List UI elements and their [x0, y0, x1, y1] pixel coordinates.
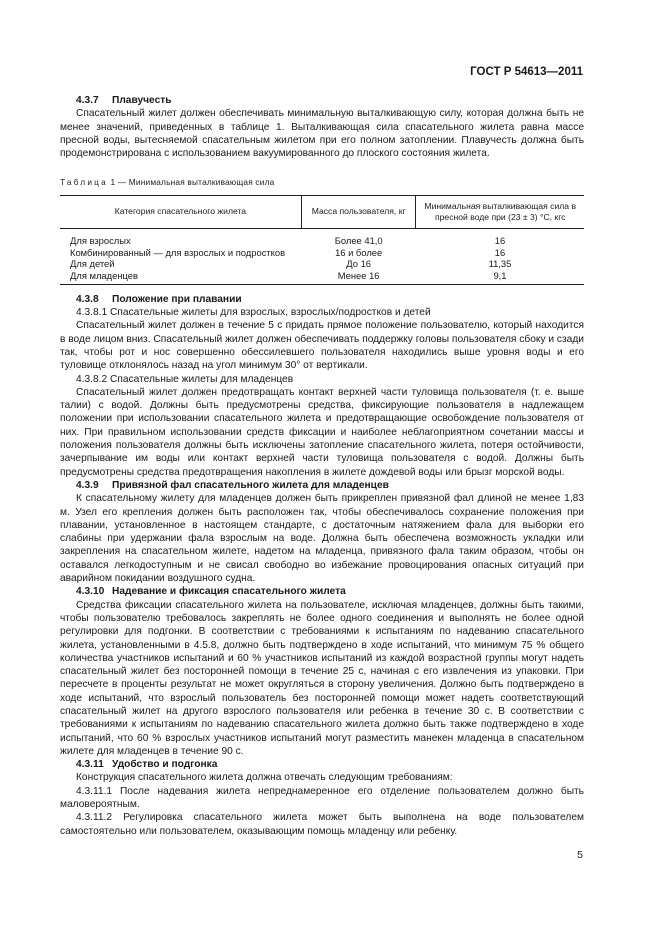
table-cell: 16	[494, 235, 506, 247]
table-caption	[60, 176, 584, 189]
table-row	[60, 246, 584, 258]
section-title: Привязной фал спасательного жилета для младенцев	[112, 479, 389, 491]
subsection-title: 4.3.8.2 Спасательные жилеты для младенцев	[76, 373, 294, 385]
section-title: Положение при плавании	[112, 293, 242, 305]
buoyancy-table	[60, 195, 584, 285]
section-number: 4.3.8	[76, 293, 99, 305]
paragraph: Спасательный жилет должен в течение 5 с придать прямое положение пользователю, который находится в воде лицом вниз. Спасательный жилет должен обеспечивать поддержку головы пользователя сбоку и сзади так, чтобы рот и нос совершенно обессилевшего пользователя находились выше уровня воды и его туловище отклонялось назад на угол минимум 30° от вертикали.	[60, 320, 584, 372]
paragraph: Спасательный жилет должен предотвращать контакт верхней части туловища пользователя (т. е. выше талии) с водой. Должны быть предусмотрены средства, фиксирующие пользователя в надлежащем положении при использовании спасательного жилета и предотвращающие освобождение пользователя от них. При правильном использовании средств фиксации и наиболее неблагоприятном сочетании массы и положения пользователя должны быть исключены затопление спасательного жилета, потеря остойчивости, зачерпывание им воды или контакт верхней части туловища пользователя с водой. Должны быть предусмотрены средства предотвращения накопления в жилете дождевой воды или брызг морской воды.	[60, 386, 584, 478]
table-cell: До 16	[346, 258, 371, 270]
paragraph: Средства фиксации спасательного жилета на пользователе, исключая младенцев, должны быть такими, чтобы пользователю требовалось закреплять не более одного соединения и выполнять не более одной регулировки для подгонки. В соответствии с требованиями к испытаниям по надеванию спасательного жилета, установленными в 4.5.8, должно быть подтверждено в ходе испытаний, что минимум 75 % общего количества участников испытаний и 60 % участников испытаний из каждой возрастной группы могут надеть спасательный жилет без посторонней помощи в течение 25 с, начиная с его извлечения из упаковки. При пересчете в проценты результат не может округляться в сторону увеличения. Должно быть подтверждено в ходе испытаний, что взрослый пользователь без посторонней помощи может надеть соответствующий спасательный жилет на другого взрослого пользователя или ребенка в течение 30 с. В соответствии с требованиями к испытаниям по надеванию спасательного жилета должно быть также подтверждено в ходе испытаний, что 60 % взрослых участников испытаний могут разместить манекен младенца в спасательном жилете для младенцев в течение 90 с.	[60, 599, 584, 757]
paragraph: К спасательному жилету для младенцев должен быть прикреплен привязной фал длиной не менее 1,83 м. Узел его крепления должен быть расположен так, чтобы обеспечивалось сохранение положения при плавании, установленное в настоящем стандарте, с достаточным натяжением фала для выборки его слабины при удержании фала взрослым на воде. Должна быть обеспечена возможность укладки или закрепления на спасательном жилете, надетом на младенца, привязного фала таким образом, чтобы он оставался легкодоступным и не свисал свободно во избежание провоцирования опасных ситуаций при аварийном покидании воздушного судна.	[60, 493, 584, 585]
paragraph: Спасательный жилет должен обеспечивать минимальную выталкивающую силу, которая должна быть не менее значений, приведенных в таблице 1. Выталкивающая сила спасательного жилета равна массе пресной воды, вытесняемой спасательным жилетом при его полном затоплении. Плавучесть должна быть продемонстрирована с использованием вакуумированного до плоского состояния жилета.	[60, 108, 584, 160]
table-header-category: Категория спасательного жилета	[60, 195, 301, 228]
section-heading-4-3-9	[60, 479, 584, 492]
table-header-row	[60, 195, 584, 228]
section-heading-4-3-10	[60, 585, 584, 598]
page-number: 5	[577, 849, 583, 861]
table-caption-text: 1 — Минимальная выталкивающая сила	[107, 177, 275, 188]
table-cell: 9,1	[416, 269, 584, 284]
spacer	[60, 285, 584, 293]
table-cell: Для младенцев	[60, 269, 301, 284]
section-title: Удобство и подгонка	[112, 759, 218, 771]
document-body	[60, 94, 584, 838]
section-number: 4.3.9	[76, 479, 99, 491]
document-header: ГОСТ Р 54613—2011	[470, 66, 583, 78]
table-cell: Менее 16	[301, 269, 416, 284]
table-cell: Для детей	[70, 258, 115, 270]
table-cell: 11,35	[488, 258, 512, 270]
section-number: 4.3.7	[76, 95, 99, 106]
table-header-mass: Масса пользователя, кг	[301, 195, 416, 228]
section-number: 4.3.10	[76, 586, 105, 598]
subsection-title: 4.3.8.1 Спасательные жилеты для взрослых, взрослых/подростков и детей	[76, 307, 431, 319]
section-title: Надевание и фиксация спасательного жилета	[112, 586, 346, 598]
section-heading-4-3-7	[60, 94, 584, 107]
table-cell: 16	[494, 246, 506, 258]
paragraph: Конструкция спасательного жилета должна отвечать следующим требованиям:	[76, 772, 453, 784]
section-title: Плавучесть	[112, 95, 172, 106]
table-cell: 16 и более	[335, 246, 383, 258]
table-cell: Более 41,0	[334, 235, 383, 247]
table-cell: Комбинированный — для взрослых и подростков	[70, 246, 286, 258]
section-heading-4-3-8	[60, 293, 584, 306]
paragraph: 4.3.11.1 После надевания жилета непреднамеренное его отделение пользователем должно быть маловероятным.	[60, 785, 584, 811]
table-row	[60, 258, 584, 270]
section-number: 4.3.11	[76, 759, 104, 771]
table-caption-label: Таблица	[60, 177, 108, 188]
table-header-force: Минимальная выталкивающая сила в пресной воде при (23 ± 3) °С, кгс	[416, 195, 584, 228]
paragraph: 4.3.11.2 Регулировка спасательного жилета может быть выполнена на воде пользователем самостоятельно или пользователем, оказывающим помощь младенцу или ребенку.	[60, 812, 584, 837]
table-row	[60, 269, 584, 284]
table-row	[60, 228, 584, 246]
table-cell: Для взрослых	[70, 235, 131, 247]
section-heading-4-3-11	[60, 758, 584, 771]
